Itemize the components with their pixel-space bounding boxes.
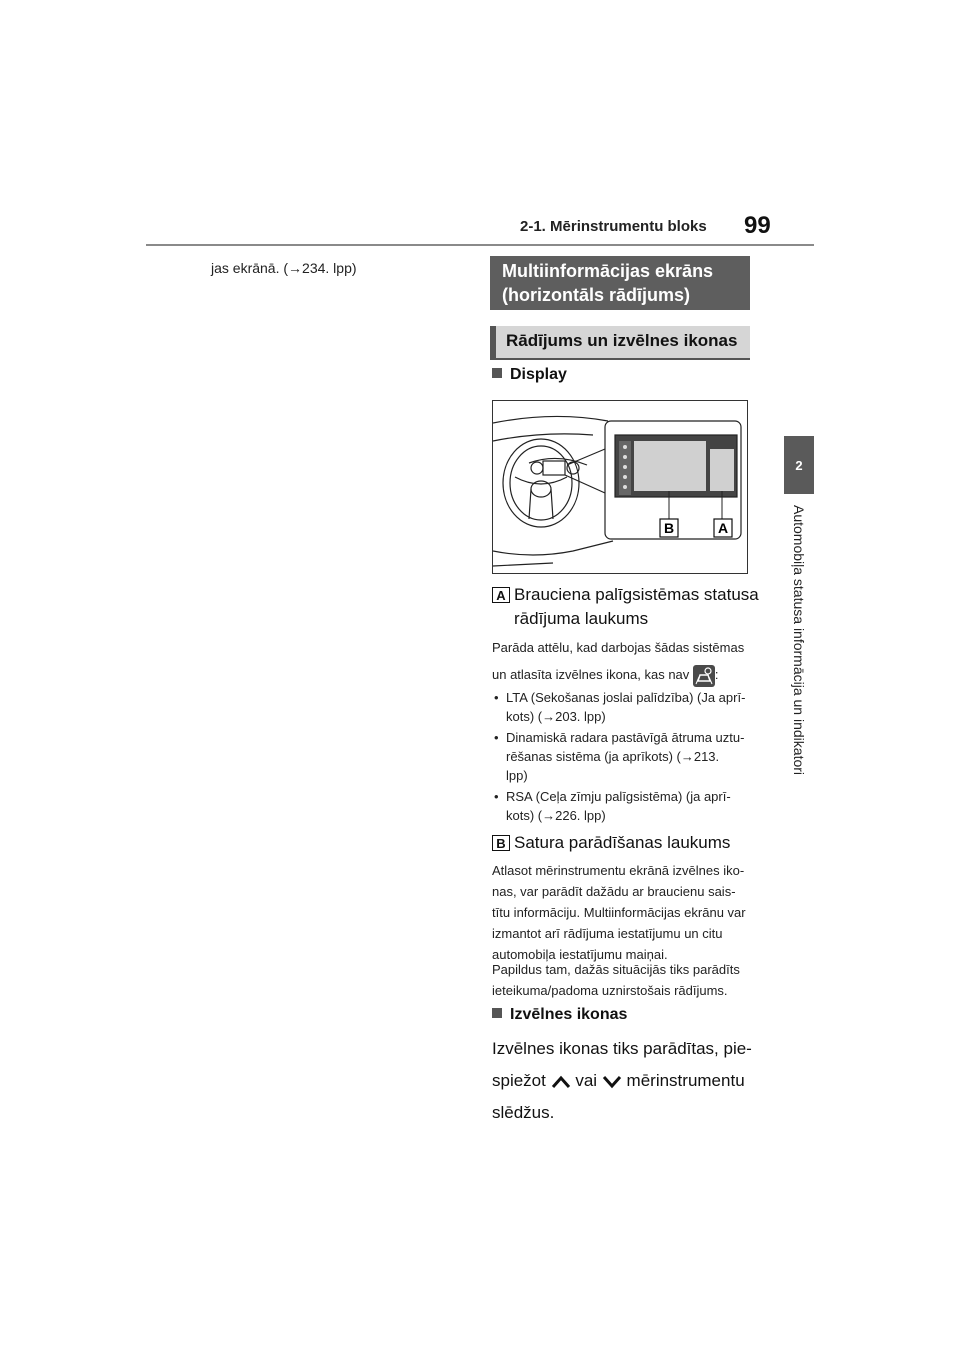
item-a-title-line1: Brauciena palīgsistēmas statusa — [514, 585, 759, 604]
paragraph-line: nas, var parādīt dažādu ar braucienu sais- — [492, 884, 736, 899]
paragraph-line: izmantot arī rādījuma iestatījumu un citu — [492, 926, 723, 941]
item-b-letter: B — [492, 835, 510, 851]
chevron-down-icon — [602, 1075, 622, 1089]
menu-text-or: vai — [575, 1071, 598, 1090]
section-heading-line2: (horizontāls rādījums) — [502, 285, 691, 305]
item-a-desc-line2 — [492, 664, 754, 687]
menu-text-line2 — [492, 1065, 754, 1097]
paragraph-line: tītu informāciju. Multiinformācijas ekrānu var — [492, 905, 746, 920]
list-item — [492, 728, 754, 785]
list-item-line: • RSA (Ceļa zīmju palīgsistēma) (ja aprī- — [506, 789, 731, 804]
item-a-desc-line2-colon: : — [714, 667, 719, 682]
chevron-up-icon — [551, 1075, 571, 1089]
menu-text-press: spiežot — [492, 1071, 546, 1090]
item-b-title-text: Satura parādīšanas laukums — [514, 833, 731, 852]
menu-text-line3: slēdžus. — [492, 1103, 555, 1122]
menu-icons-heading-text: Izvēlnes ikonas — [510, 1006, 628, 1023]
dashboard-illustration — [492, 400, 748, 574]
list-item-line: rēšanas sistēma (ja aprīkots) (→213. — [506, 749, 720, 764]
list-item-line: lpp) — [506, 768, 528, 783]
left-continuation-text: jas ekrānā. (→234. lpp) — [211, 260, 357, 276]
display-heading-text: Display — [510, 366, 567, 383]
menu-text-line1: Izvēlnes ikonas tiks parādītas, pie- — [492, 1039, 752, 1058]
item-b-title — [492, 831, 730, 855]
section-heading-box — [490, 256, 750, 310]
item-a-title — [492, 583, 759, 631]
list-item — [492, 688, 754, 726]
paragraph-line: Atlasot mērinstrumentu ekrānā izvēlnes iko- — [492, 863, 745, 878]
list-item-line: • Dinamiskā radara pastāvīgā ātruma uztu- — [506, 730, 745, 745]
display-heading — [492, 366, 567, 384]
item-a-title-line2: rādījuma laukums — [514, 609, 649, 628]
figure-label-b: B — [663, 520, 675, 536]
list-item-line: kots) (→226. lpp) — [506, 808, 606, 823]
item-a-desc-line1: Parāda attēlu, kad darbojas šādas sistēmas — [492, 640, 745, 655]
square-bullet-icon — [492, 368, 502, 378]
list-item — [492, 787, 754, 825]
square-bullet-icon — [492, 1008, 502, 1018]
driving-assist-icon — [693, 665, 715, 687]
header-divider — [146, 244, 814, 246]
section-title: 2-1. Mērinstrumentu bloks — [520, 218, 707, 235]
item-a-desc-line2-text: un atlasīta izvēlnes ikona, kas nav — [492, 667, 690, 682]
list-item-line: • LTA (Sekošanas joslai palīdzība) (Ja aprī- — [506, 690, 746, 705]
subsection-heading: Rādījums un izvēlnes ikonas — [490, 326, 750, 358]
figure-label-a: A — [717, 520, 729, 536]
item-b-paragraph-1 — [492, 860, 754, 965]
section-heading-line1: Multiinformācijas ekrāns — [502, 261, 714, 281]
menu-icons-text — [492, 1033, 754, 1129]
page-number: 99 — [744, 212, 771, 239]
chapter-side-label: Automobiļa statusa informācija un indikatori — [791, 504, 807, 776]
menu-text-instrument: mērinstrumentu — [626, 1071, 745, 1090]
dashboard-drawing — [493, 401, 747, 573]
list-item-line: kots) (→203. lpp) — [506, 709, 606, 724]
chapter-tab — [784, 436, 814, 494]
paragraph-line: Papildus tam, dažās situācijās tiks parādīts — [492, 962, 740, 977]
menu-icons-heading — [492, 1006, 627, 1024]
chapter-number: 2 — [795, 457, 803, 473]
item-a-letter: A — [492, 587, 510, 603]
item-a-description — [492, 637, 754, 687]
paragraph-line: automobiļa iestatījumu maiņai. — [492, 947, 668, 962]
paragraph-line: ieteikuma/padoma uznirstošais rādījums. — [492, 983, 728, 998]
item-a-system-list — [492, 688, 754, 827]
item-b-paragraph-2 — [492, 959, 754, 1001]
